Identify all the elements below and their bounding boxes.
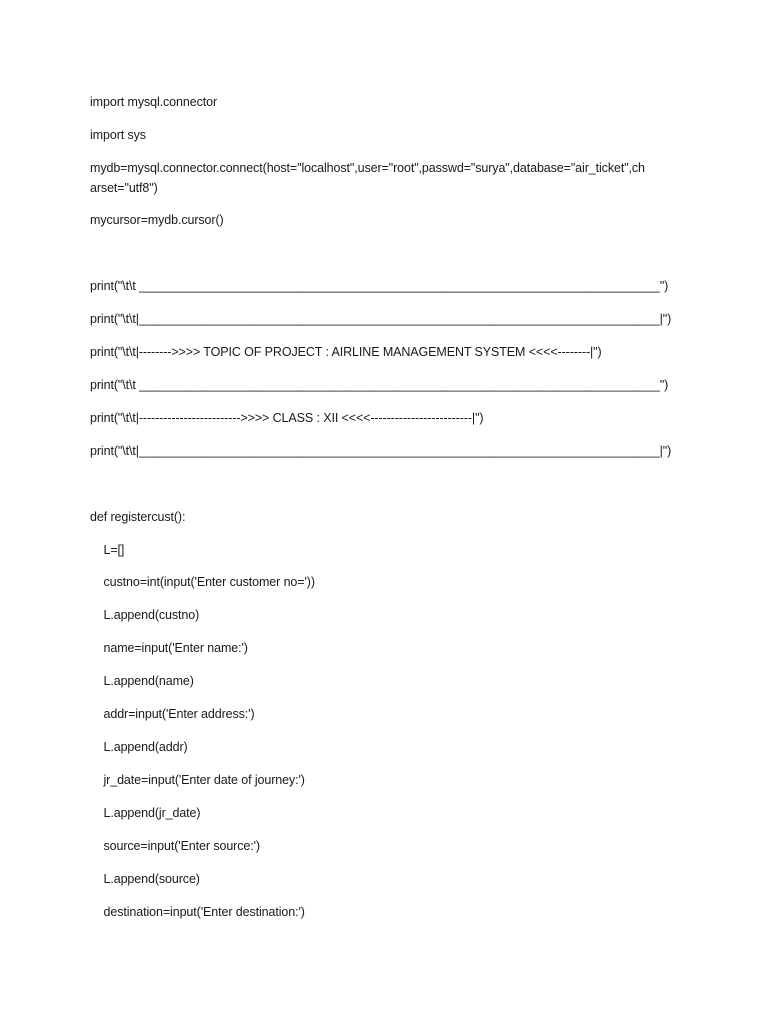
code-line: mycursor=mydb.cursor()	[90, 213, 224, 227]
code-line: source=input('Enter source:')	[90, 839, 260, 853]
code-line: arset="utf8")	[90, 181, 158, 195]
code-line: print("\t\t ____________________________________________________________________________")	[90, 378, 669, 392]
code-line: print("\t\t|-------->>>> TOPIC OF PROJECT : AIRLINE MANAGEMENT SYSTEM <<<<--------|")	[90, 345, 602, 359]
code-line: addr=input('Enter address:')	[90, 707, 255, 721]
code-line: L.append(name)	[90, 674, 194, 688]
code-line: print("\t\t|____________________________________________________________________________|")	[90, 444, 672, 458]
code-line: import sys	[90, 128, 146, 142]
code-line: print("\t\t|------------------------->>>> CLASS : XII <<<<-------------------------|")	[90, 411, 484, 425]
code-line: L.append(jr_date)	[90, 806, 201, 820]
code-line: import mysql.connector	[90, 95, 218, 109]
code-line: print("\t\t|____________________________________________________________________________|")	[90, 312, 672, 326]
code-line: custno=int(input('Enter customer no='))	[90, 575, 315, 589]
code-line: L.append(custno)	[90, 608, 200, 622]
code-line: L=[]	[90, 543, 125, 557]
code-line: L.append(addr)	[90, 740, 188, 754]
code-line: print("\t\t ____________________________________________________________________________")	[90, 279, 669, 293]
code-line: jr_date=input('Enter date of journey:')	[90, 773, 305, 787]
code-line: L.append(source)	[90, 872, 200, 886]
code-line: mydb=mysql.connector.connect(host="localhost",user="root",passwd="surya",database="air_ticket",ch	[90, 161, 645, 175]
code-line: def registercust():	[90, 510, 186, 524]
code-line: destination=input('Enter destination:')	[90, 905, 305, 919]
code-line: name=input('Enter name:')	[90, 641, 248, 655]
